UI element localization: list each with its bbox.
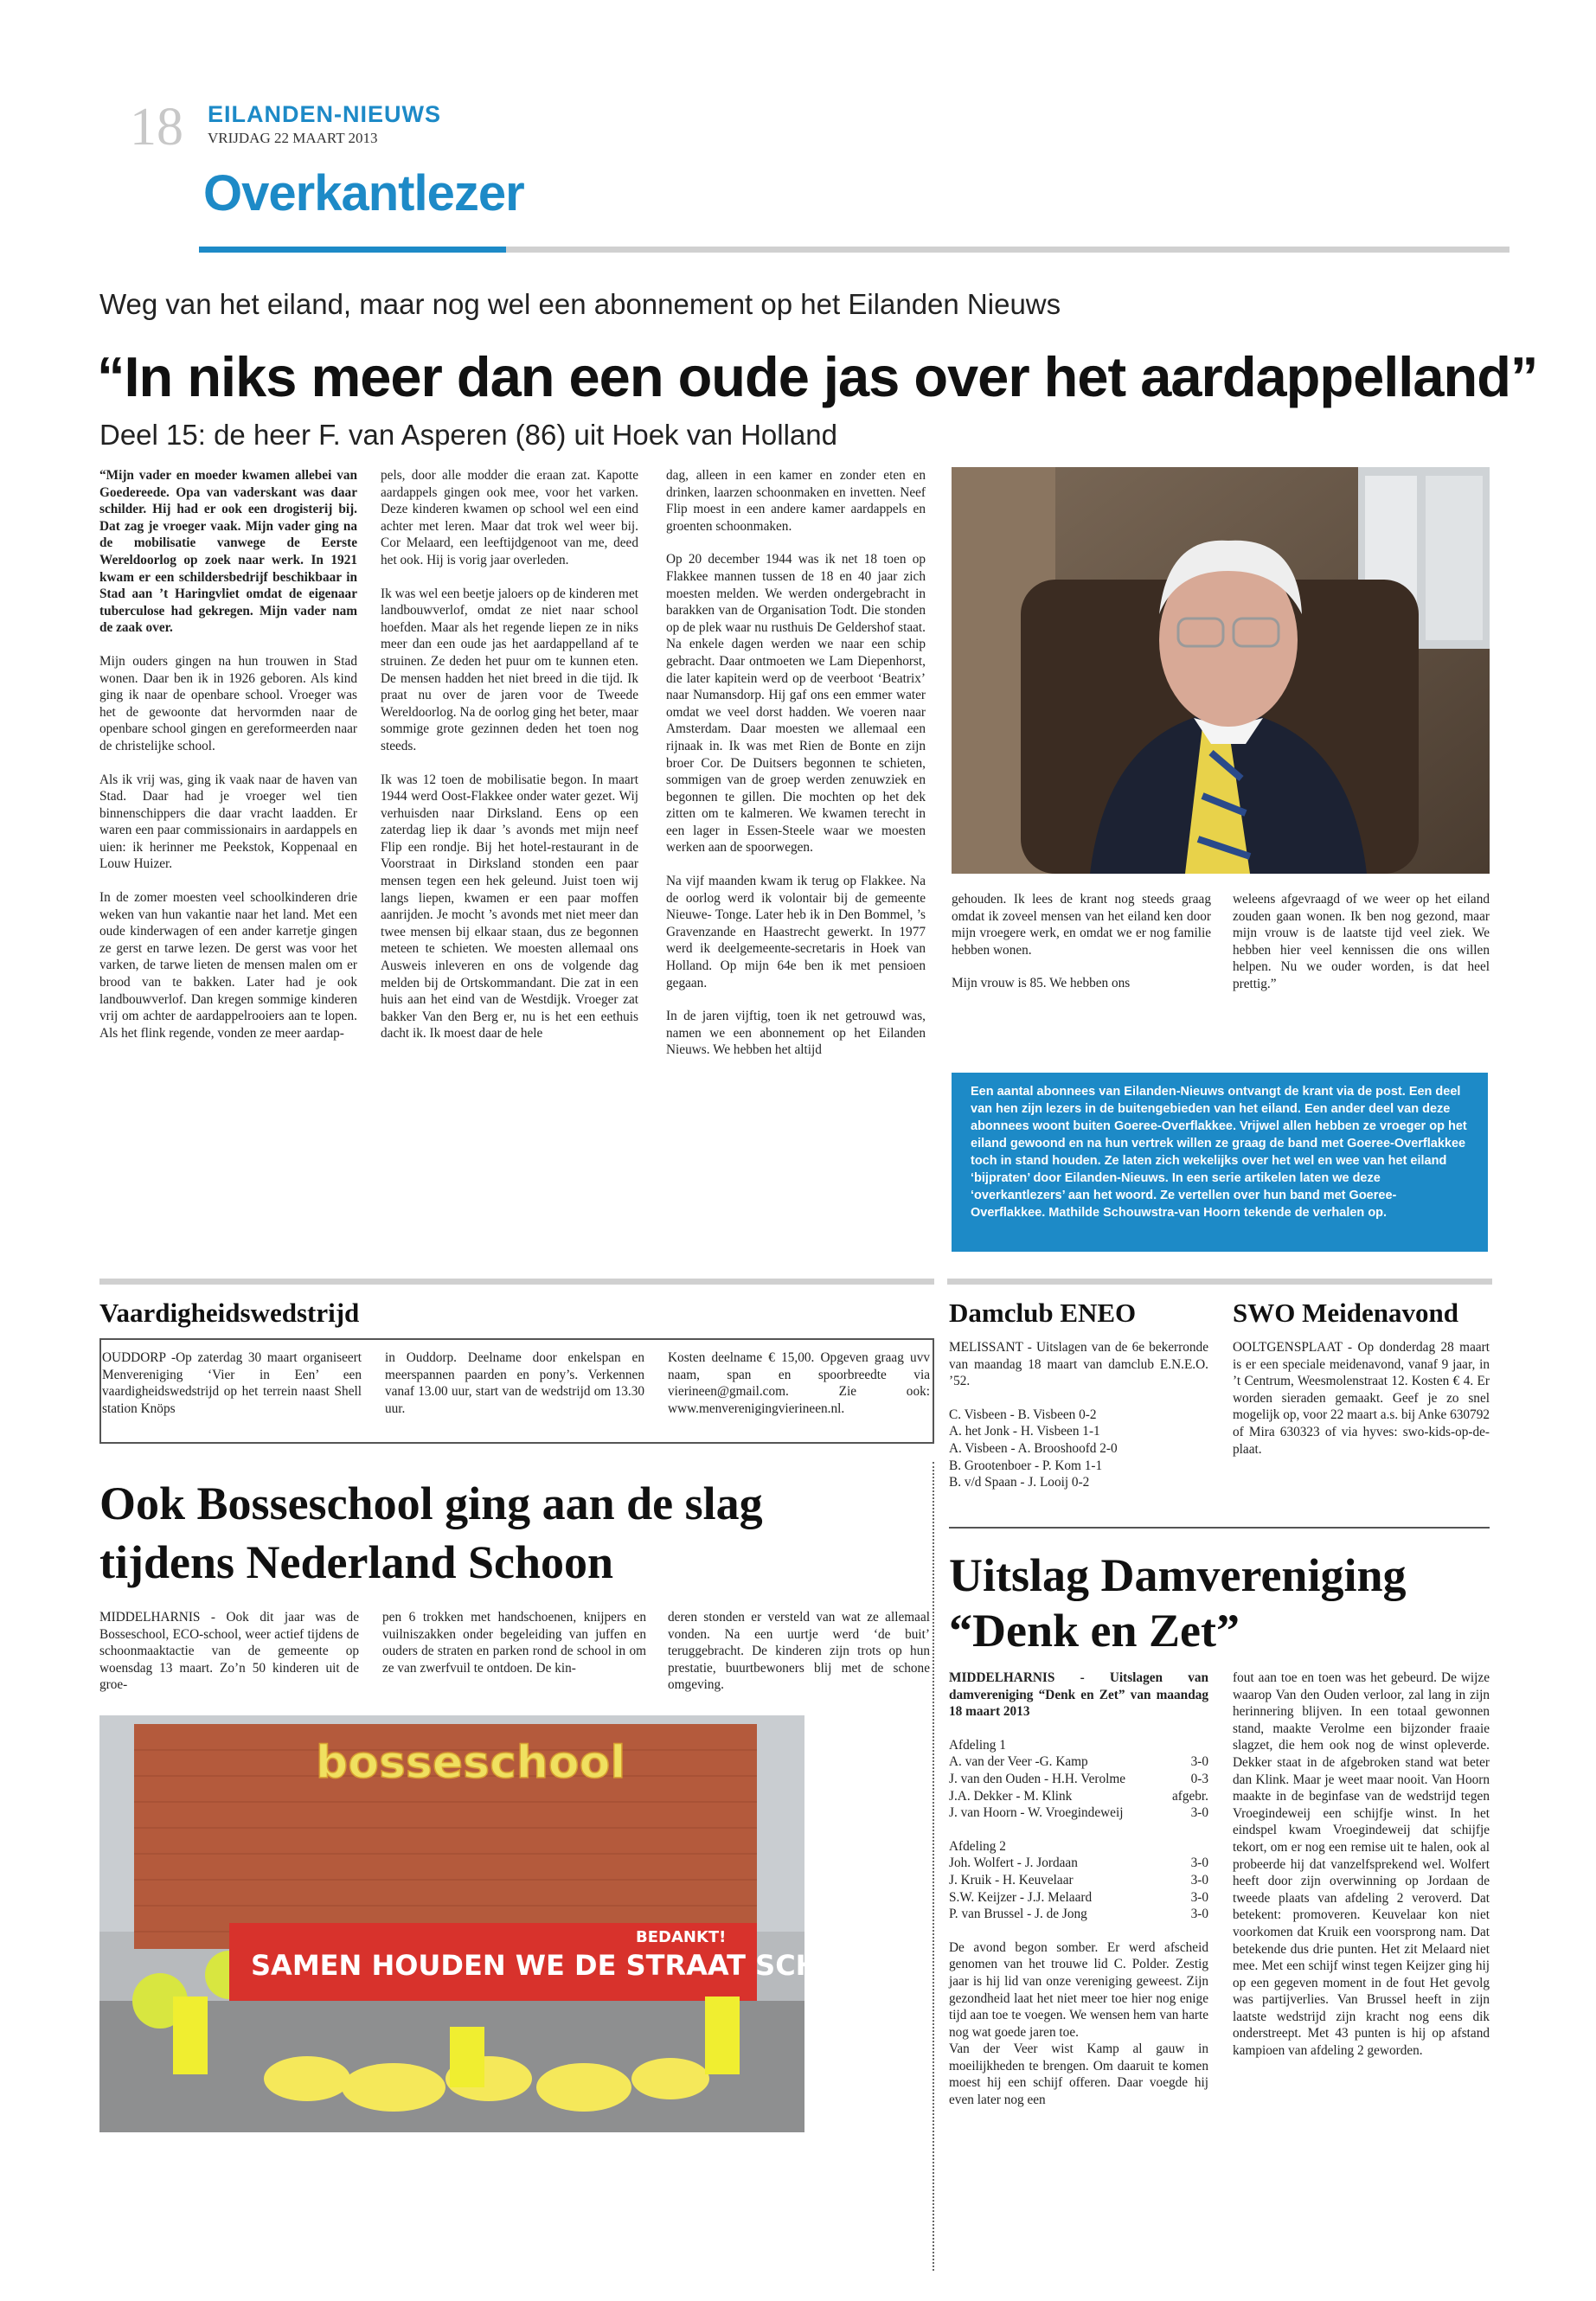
result-score: 0-3 xyxy=(1190,1771,1208,1786)
article-paragraph: Als ik vrij was, ging ik vaak naar de haven van Stad. Daar had je vroeger wel tien binnenschippers die daar vracht laadden. Er waren een paar commissionairs in aardappels en uien: ik herinner me Peekstok, Koppenaal en Louw Huizer. xyxy=(99,772,357,872)
result-match: J. van Hoorn - W. Vroegindeweij xyxy=(949,1805,1124,1821)
result-row xyxy=(949,1804,1208,1822)
denkzet-column-1 xyxy=(949,1670,1208,2125)
result-match: P. van Brussel - J. de Jong xyxy=(949,1907,1087,1922)
section-divider xyxy=(99,1279,934,1285)
result-score: 3-0 xyxy=(1190,1754,1208,1770)
article-column-1 xyxy=(99,467,357,1058)
banner-thanks: BEDANKT! xyxy=(636,1928,727,1946)
section-rule-grey xyxy=(506,247,1509,253)
article-paragraph: In de jaren vijftig, toen ik net getrouwd was, namen we een abonnement op het Eilanden Nieuws. We hebben het altijd xyxy=(666,1009,926,1058)
article-kicker: Weg van het eiland, maar nog wel een abonnement op het Eilanden Nieuws xyxy=(99,288,1061,320)
series-infobox: Een aantal abonnees van Eilanden-Nieuws ontvangt de krant via de post. Een deel van hen zijn lezers in de buitengebieden van het eiland. Een ander deel van deze abonnees woont buiten Goeree-Overflakkee. Vrijwel allen hebben ze vroeger op het eiland gewoond en na hun vertrek willen ze graag de band met Goeree-Overflakkee toch in stand houden. Ze laten zich wekelijks over het wel en wee van het eiland ‘bijpraten’ door Eilanden-Nieuws. In een serie artikelen laten we deze ‘overkantlezers’ aan het woord. Ze vertellen over hun band met Goeree-Overflakkee. Mathilde Schouwstra-van Hoorn tekende de verhalen op. xyxy=(952,1073,1488,1252)
section-divider xyxy=(947,1279,1492,1285)
page-number: 18 xyxy=(130,98,183,157)
vaardigheid-title: Vaardigheidswedstrijd xyxy=(99,1298,360,1328)
article-paragraph: Op 20 december 1944 was ik net 18 toen op Flakkee mannen tussen de 18 en 40 jaar zich moesten melden. We werden ondergebracht in barakken van de Organisation Todt. Die stonden op de plek waar nu rusthuis De Geldershof staat. Na enkele dagen werden we naar een schip gebracht. Daar ontmoeten we Lam Diepenhorst, die later kapitein werd op de veerboot ‘Beatrix’ naar Numansdorp. Hij gaf ons een emmer water omdat we veel dorst hadden. We voeren naar Amsterdam. Daar moesten we allemaal een rijnaak in. Ik was met Rien de Bonte en zijn broer Cor. De Duitsers begonnen te schieten, sommigen van de groep werden zenuwziek en begonnen te gillen. Die mochten op het dek zitten om te kalmeren. We kwamen terecht in een lager in Essen-Steele waar we moesten werken aan de spoorwegen. xyxy=(666,552,926,856)
newspaper-brand: EILANDEN-NIEUWS xyxy=(208,101,441,127)
denkzet-headline-line1: Uitslag Damvereniging xyxy=(949,1549,1407,1601)
result-score: 3-0 xyxy=(1190,1907,1208,1922)
article-paragraph: dag, alleen in een kamer en zonder eten en drinken, laarzen schoonmaken en invetten. Neef Flip moest in een andere kamer aardappels en groenten schoonmaken. xyxy=(666,468,926,534)
result-score: 3-0 xyxy=(1190,1889,1208,1905)
article-column-2 xyxy=(381,467,638,1059)
result-row xyxy=(949,1771,1208,1788)
article-lead: “Mijn vader en moeder kwamen allebei van Goedereede. Opa van vaderskant was daar schilder. Hij had er ook een drogisterij bij. Dat zag je vroeger vaak. Mijn vader ging na de mobilisatie vanwege de Eerste Wereldoorlog op zoek naar werk. In 1921 kwam er een schildersbedrijf beschikbaar in Stad aan ’t Haringvliet omdat de eigenaar tuberculose had gekregen. Mijn vader nam de zaak over. xyxy=(99,468,357,636)
result-row xyxy=(949,1906,1208,1923)
damclub-result: A. het Jonk - H. Visbeen 1-1 xyxy=(949,1424,1100,1439)
article-paragraph: gehouden. Ik lees de krant nog steeds graag omdat ik zoveel mensen van het eiland ken door mijn vroegere werk, en omdat we er nog familie hebben wonen. xyxy=(952,892,1211,958)
article-paragraph: pels, door alle modder die eraan zat. Kapotte aardappels gingen ook mee, voor het varken. Deze kinderen kwamen op school wel een eind achter met leren. Maar dat trok wel weer bij. Cor Melaard, een leeftijdgenoot van me, deed het ook. Hij is vorig jaar overleden. xyxy=(381,468,638,567)
damclub-title: Damclub ENEO xyxy=(949,1298,1137,1328)
section-title: Overkantlezer xyxy=(203,165,524,221)
result-score: afgebr. xyxy=(1171,1788,1208,1804)
bosse-headline-line1: Ook Bosseschool ging aan de slag xyxy=(99,1477,763,1529)
article-column-3 xyxy=(666,467,926,1075)
damclub-result: C. Visbeen - B. Visbeen 0-2 xyxy=(949,1407,1097,1422)
result-row xyxy=(949,1788,1208,1805)
swo-body: OOLTGENSPLAAT - Op donderdag 28 maart is er een speciale meidenavond, vanaf 9 jaar, in ’t Centrum, Weesmolenstraat 12. Kosten € 4. Er worden sieraden gemaakt. Geef je zo snel mogelijk op, voor 22 maart a.s. bij Anke 630792 of Mira 630323 of via hyves: swo-kids-op-de-plaat. xyxy=(1233,1340,1490,1457)
damclub-result: B. v/d Spaan - J. Looij 0-2 xyxy=(949,1475,1090,1490)
article-paragraph: Ik was wel een beetje jaloers op de kinderen met landbouwverlof, omdat ze niet naar school hoefden. Maar als het regende liepen ze in niks meer dan een oude jas het aardappelland af te struinen. Ze deden het puur om te kunnen eten. De mensen hadden het niet breed in die tijd. Ik praat nu over de jaren voor de Tweede Wereldoorlog. Na de oorlog ging het beter, maar sommige grote gezinnen deden het toen nog steeds. xyxy=(381,586,638,753)
damclub-result: A. Visbeen - A. Brooshoofd 2-0 xyxy=(949,1440,1118,1456)
section-rule-blue xyxy=(199,247,506,253)
article-paragraph: Na vijf maanden kwam ik terug op Flakkee. Na de oorlog werd ik volontair bij de gemeente Nieuwe- Tonge. Later heb ik in Den Bommel, ’s Gravenzande en Haastrecht gewerkt. In 1977 werd ik deelgemeente-secretaris in Hoek van Holland. Op mijn 64e ben ik met pensioen gegaan. xyxy=(666,874,926,990)
result-match: J.A. Dekker - M. Klink xyxy=(949,1788,1073,1804)
article-paragraph: Mijn ouders gingen na hun trouwen in Stad wonen. Daar ben ik in 1926 geboren. Als kind ging ik naar de openbare school. Vroeger was het de gewoonte dat hervormden naar de openbare school gingen en gereformeerden naar de christelijke school. xyxy=(99,653,357,753)
damclub-result: B. Grootenboer - P. Kom 1-1 xyxy=(949,1458,1103,1473)
article-paragraph: weleens afgevraagd of we weer op het eiland zouden gaan wonen. Ik ben nog gezond, maar mijn vrouw is de laatste tijd veel ziek. We hebben hier veel kennissen die ons willen helpen. Nu we ouder worden, is dat heel prettig.” xyxy=(1233,892,1490,991)
article-paragraph: In de zomer moesten veel schoolkinderen drie weken van hun vakantie naar het land. Met een oude kinderwagen of een ander karretje gingen ze gerst en tarwe lezen. De gerst was voor het varken, de tarwe lieten de mensen malen om er brood van te bakken. Later had je ook landbouwverlof. Dan kregen sommige kinderen vrij om achter de aardappelrooiers aan te lopen. Als het flink regende, vonden ze meer aardap- xyxy=(99,890,357,1041)
result-score: 3-0 xyxy=(1190,1856,1208,1871)
result-row xyxy=(949,1872,1208,1889)
result-row xyxy=(949,1855,1208,1872)
column-separator xyxy=(933,1462,934,2271)
bosse-col-1: MIDDELHARNIS - Ook dit jaar was de Bosseschool, ECO-school, weer actief tijdens de schoonmaaktactie van de gemeente op woensdag 13 maart. Zo’n 50 kinderen uit de groe- xyxy=(99,1610,359,1693)
article-paragraph: Mijn vrouw is 85. We hebben ons xyxy=(952,976,1131,991)
bosse-headline-line2: tijdens Nederland Schoon xyxy=(99,1536,614,1588)
vaardigheid-col-2: in Ouddorp. Deelname door enkelspan en meerspannen paarden en pony’s. Verkennen vanaf 13.00 uur, start van de wedstrijd om 13.30 uur. xyxy=(385,1350,644,1416)
denkzet-column-2: fout aan toe en toen was het gebeurd. De wijze waarop Van den Ouden verloor, zal lang in zijn herinnering blijven. In een totaal gewonnen stand, maakte Verolme een bijzonder fraaie slagzet, die hem ook nog de winst opleverde. Dekker staat in de afgebroken stand wat beter dan Klink. Maar je weet maar nooit. Van Hoorn maakte in de beginfase van de wedstrijd tegen Vroegindeweij een schijfje winst. In het eindspel kwam Vroegindeweij dat schijfje tekort, om er nog een remise uit te halen, ook al probeerde hij dat vanzelfsprekend wel. Wolfert heeft door zijn overwinning op Jordaan de tweede plaats van afdeling 2 veroverd. Dat betekent: promoveren. Keuvelaar kon niet voorkomen dat Kruik een voorsprong nam. Dat betekende dus drie punten. Het zit Melaard niet mee. Met een schijf winst tegen Keijzer ging hij op een gegeven moment in de fout Het gevolg was partijverlies. Van Brussel heeft in zijn laatste wedstrijd zijn kracht nog eens dik onderstreept. Met 43 punten is hij op afstand kampioen van afdeling 2 geworden. xyxy=(1233,1670,1490,2059)
result-match: S.W. Keijzer - J.J. Melaard xyxy=(949,1889,1093,1905)
denkzet-intro: MIDDELHARNIS - Uitslagen van damvereniging “Denk en Zet” van maandag 18 maart 2013 xyxy=(949,1670,1208,1720)
issue-date: VRIJDAG 22 MAART 2013 xyxy=(208,130,378,146)
article-paragraph: Ik was 12 toen de mobilisatie begon. In maart 1944 werd Oost-Flakkee onder water gezet. Wij verhuisden naar Dirksland. Eens op een zaterdag liep ik daar ’s avonds met mijn neef Flip een rondje. Bij het hotel-restaurant in de Voorstraat in Dirksland stonden een paar mensen tegen een hek geleund. Juist toen wij langs liepen, kwamen er een paar moffen aanrijden. Je mocht ’s avonds met niet meer dan twee mensen bij elkaar staan, dus ze begonnen meteen te schieten. We moesten allemaal ons Ausweis inleveren en ons de volgende dag melden bij de Ortskommandant. Die zat in een huis aan het eind van de Westdijk. Vroeger zat bakker Van den Berg er, nu is het een eethuis dacht ik. Ik moest daar de hele xyxy=(381,772,638,1042)
bosse-col-3: deren stonden er versteld van wat ze allemaal vonden. Na een uurtje werd ‘de buit’ teruggebracht. De kinderen zijn trots op hun prestatie, buurtbewoners blij met de schone omgeving. xyxy=(668,1610,930,1693)
article-headline: “In niks meer dan een oude jas over het aardappelland” xyxy=(97,345,1538,408)
result-match: J. Kruik - H. Keuvelaar xyxy=(949,1872,1074,1888)
article-column-4 xyxy=(952,891,1211,1009)
banner-text: SAMEN HOUDEN WE DE STRAAT SCHOON xyxy=(251,1949,889,1982)
result-row xyxy=(949,1889,1208,1907)
denkzet-paragraph: Van der Veer wist Kamp al gauw in moeilijkheden te brengen. Om daaruit te komen moest hij een schijf offeren. Daar voegde hij even later nog een xyxy=(949,2041,1208,2108)
result-match: A. van der Veer -G. Kamp xyxy=(949,1754,1088,1770)
damclub-intro: MELISSANT - Uitslagen van de 6e bekerronde van maandag 18 maart van damclub E.N.E.O. ’52. xyxy=(949,1340,1208,1389)
result-score: 3-0 xyxy=(1190,1872,1208,1888)
denkzet-headline-line2: “Denk en Zet” xyxy=(949,1605,1240,1657)
portrait-photo xyxy=(952,467,1490,874)
result-match: J. van den Ouden - H.H. Verolme xyxy=(949,1771,1126,1786)
school-sign: bosseschool xyxy=(316,1737,626,1789)
vaardigheid-col-3: Kosten deelname € 15,00. Opgeven graag uvv naam, span en spoorbreedte via vierineen@gmail.com. Zie ook: www.menverenigingvierineen.nl. xyxy=(668,1350,930,1416)
denkzet-paragraph: De avond begon somber. Er werd afscheid genomen van het trouwe lid C. Polder. Zestig jaar is hij lid van onze vereniging geweest. Zijn gezondheid laat het niet meer toe hier nog enige tijd aan toe te voegen. We wensen hem van harte nog wat goede jaren toe. xyxy=(949,1939,1208,2040)
afdeling1-label: Afdeling 1 xyxy=(949,1737,1006,1753)
result-row xyxy=(949,1753,1208,1771)
article-column-5 xyxy=(1233,891,1490,1009)
vaardigheid-col-1: OUDDORP -Op zaterdag 30 maart organiseert Menvereniging ‘Vier in Een’ een vaardigheidswedstrijd op het terrein naast Shell station Knöps xyxy=(102,1350,362,1416)
swo-title: SWO Meidenavond xyxy=(1233,1298,1458,1328)
bosse-col-2: pen 6 trokken met handschoenen, knijpers en vuilniszakken onder begeleiding van juffen en ouders de straten en parken rond de school in om ze van zwerfvuil te ontdoen. De kin- xyxy=(382,1610,646,1676)
section-rule xyxy=(949,1527,1490,1529)
bosseschool-photo xyxy=(99,1715,889,2132)
damclub-body xyxy=(949,1339,1208,1491)
result-score: 3-0 xyxy=(1190,1805,1208,1821)
afdeling2-label: Afdeling 2 xyxy=(949,1838,1006,1854)
article-deck: Deel 15: de heer F. van Asperen (86) uit Hoek van Holland xyxy=(99,419,838,451)
result-match: Joh. Wolfert - J. Jordaan xyxy=(949,1856,1078,1871)
